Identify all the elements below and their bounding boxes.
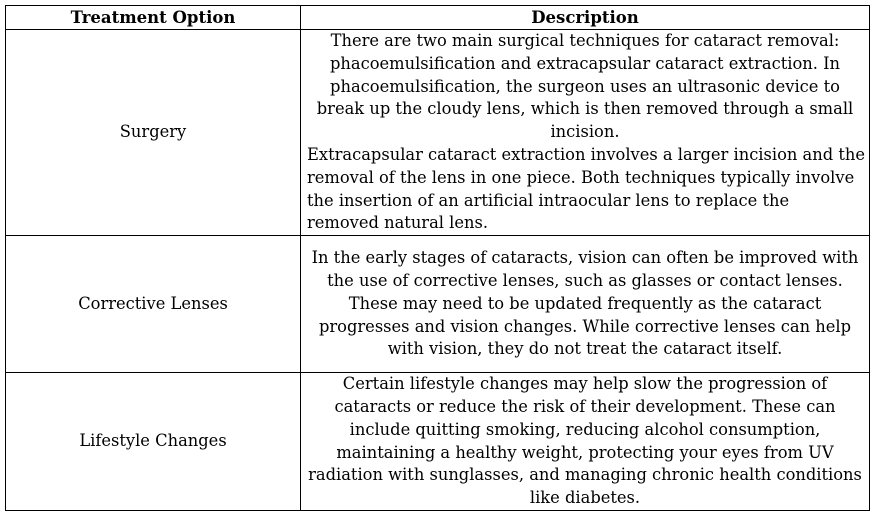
table-row-surgery	[6, 30, 870, 236]
header-row	[6, 6, 870, 30]
option-cell-surgery: Surgery	[6, 30, 301, 236]
treatment-table	[5, 5, 870, 511]
description-cell-lifestyle-changes: Certain lifestyle changes may help slow the progression of cataracts or reduce the risk of their development. These can include quitting smoking, reducing alcohol consumption, maintaining a healthy weight, protecting your eyes from UV radiation with sunglasses, and managing chronic health conditions like diabetes.	[301, 373, 870, 511]
table-row-lifestyle-changes	[6, 373, 870, 511]
description-cell-corrective-lenses: In the early stages of cataracts, vision can often be improved with the use of corrective lenses, such as glasses or contact lenses. These may need to be updated frequently as the cataract progresses and vision changes. While corrective lenses can help with vision, they do not treat the cataract itself.	[301, 236, 870, 373]
description-cell-surgery	[301, 30, 870, 236]
description-paragraph-1: There are two main surgical techniques for cataract removal: phacoemulsification and extracapsular cataract extraction. In phacoemulsification, the surgeon uses an ultrasonic device to break up the cloudy lens, which is then removed through a small incision.	[316, 31, 854, 142]
description-paragraph-2: Extracapsular cataract extraction involves a larger incision and the removal of the lens in one piece. Both techniques typically involve the insertion of an artificial intraocular lens to replace the removed natural lens.	[307, 144, 865, 233]
table-row-corrective-lenses	[6, 236, 870, 373]
option-cell-corrective-lenses: Corrective Lenses	[6, 236, 301, 373]
header-treatment-option: Treatment Option	[6, 6, 301, 30]
option-cell-lifestyle-changes: Lifestyle Changes	[6, 373, 301, 511]
header-description: Description	[301, 6, 870, 30]
